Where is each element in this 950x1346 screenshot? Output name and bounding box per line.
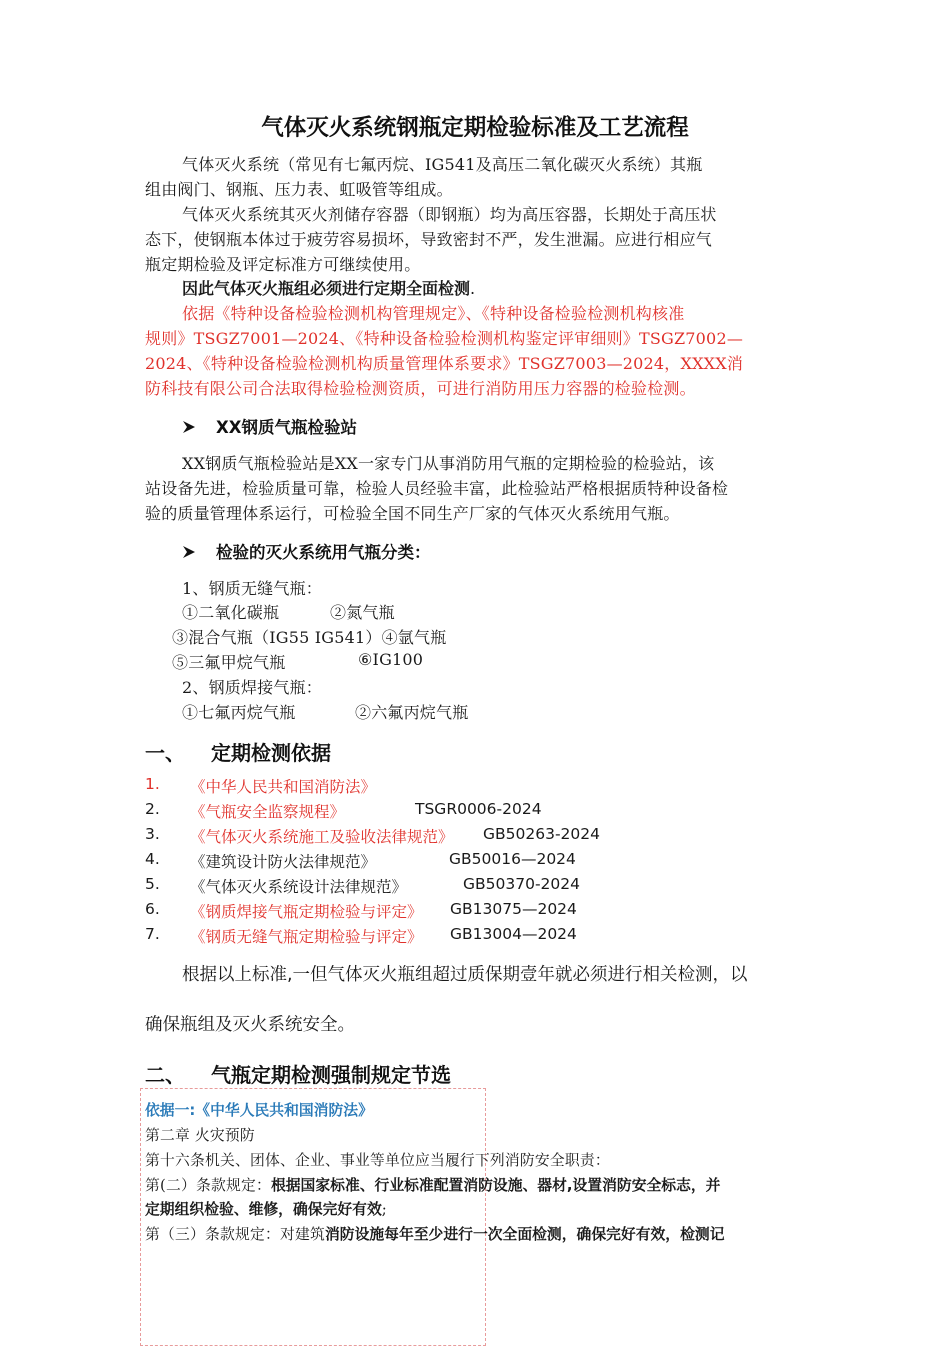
seamless-label: 1、钢质无缝气瓶： [182,579,322,598]
list-item [145,900,745,920]
article-16: 第十六条机关、团体、企业、事业等单位应当履行下列消防安全职责： [145,1152,610,1169]
clause-3-prefix: 第（三）条款规定：对建筑 [145,1226,325,1243]
intro-p1-line2: 组由阀门、钢瓶、压力表、虹吸管等组成。 [145,180,453,199]
station-line3: 验的质量管理体系运行，可检验全国不同生产厂家的气体灭火系统用气瓶。 [145,504,680,523]
intro-p3-bold: 因此气体灭火瓶组必须进行定期全面检测 [182,279,471,298]
classify-heading-text: 检验的灭火系统用气瓶分类： [216,543,431,562]
red-basis-line2: 规则》TSGZ7001—2024、《特种设备检验检测机构鉴定评审细则》TSGZ7002— [145,329,744,348]
section2-heading [145,1059,451,1088]
list-index: 6. [145,900,160,918]
list-item [145,775,745,795]
list-code: GB13004—2024 [450,925,577,943]
list-name: 《中华人民共和国消防法》 [190,778,377,796]
station-heading [182,414,357,438]
list-name: 《气瓶安全监察规程》 [190,803,346,821]
list-code: GB50263-2024 [483,825,600,843]
section1-summary-line2: 确保瓶组及灭火系统安全。 [145,1015,355,1035]
list-name: 《气体灭火系统设计法律规范》 [190,878,408,896]
basis-one: 依据一:《中华人民共和国消防法》 [145,1102,373,1119]
list-code: TSGR0006-2024 [415,800,542,818]
clause-2-line1 [145,1174,720,1195]
clause-3-bold: 消防设施每年至少进行一次全面检测，确保完好有效，检测记 [324,1226,725,1243]
list-name: 《气体灭火系统施工及验收法律规范》 [190,828,454,846]
intro-p2-line1: 气体灭火系统其灭火剂储存容器（即钢瓶）均为高压容器，长期处于高压状 [182,205,717,224]
list-index: 2. [145,800,160,818]
arrow-bullet-icon [182,420,196,434]
seamless-trifluoromethane: ⑤三氟甲烷气瓶 [172,653,286,672]
list-code: GB50370-2024 [463,875,580,893]
list-name: 《钢质焊接气瓶定期检验与评定》 [190,903,423,921]
clause-2-line2 [145,1198,387,1219]
red-basis-line4: 防科技有限公司合法取得检验检测资质，可进行消防用压力容器的检验检测。 [145,379,696,398]
list-name: 《建筑设计防火法律规范》 [190,853,377,871]
intro-p3 [182,276,475,299]
welded-hexafluoropropane: ②六氟丙烷气瓶 [355,703,469,722]
station-heading-text: XX钢质气瓶检验站 [216,418,357,437]
red-basis-line1: 依据《特种设备检验检测机构管理规定》、《特种设备检验检测机构核准 [182,304,685,323]
seamless-mixed-argon: ③混合气瓶（IG55 IG541）④氩气瓶 [172,628,447,647]
section1-summary-line1: 根据以上标准,一但气体灭火瓶组超过质保期壹年就必须进行相关检测，以 [182,965,748,985]
clause-3-line1 [145,1223,725,1244]
intro-p1-line1: 气体灭火系统（常见有七氟丙烷、IG541及高压二氧化碳灭火系统）其瓶 [182,155,703,174]
chapter-title: 第二章 火灾预防 [145,1127,255,1144]
clause-2-bold2: 定期组织检验、维修，确保完好有效 [145,1201,382,1218]
list-item [145,825,745,845]
seamless-nitrogen: ②氮气瓶 [330,603,395,622]
list-code: GB50016—2024 [449,850,576,868]
list-index: 4. [145,850,160,868]
list-index: 5. [145,875,160,893]
intro-p2-line2: 态下，使钢瓶本体过于疲劳容易损坏，导致密封不严，发生泄漏。应进行相应气 [145,230,713,249]
clause-2-bold1: 根据国家标准、行业标准配置消防设施、器材,设置消防安全标志，并 [270,1177,721,1194]
red-basis-line3: 2024、《特种设备检验检测机构质量管理体系要求》TSGZ7003—2024，XXXX消 [145,354,744,373]
welded-label: 2、钢质焊接气瓶： [182,678,322,697]
welded-hfc227: ①七氟丙烷气瓶 [182,703,296,722]
station-line2: 站设备先进，检验质量可靠，检验人员经验丰富，此检验站严格根据质特种设备检 [145,479,729,498]
intro-p2-line3: 瓶定期检验及评定标准方可继续使用。 [145,255,421,274]
seamless-co2: ①二氧化碳瓶 [182,603,280,622]
list-item [145,800,745,820]
list-item [145,925,745,945]
section1-title: 定期检测依据 [211,741,331,765]
station-line1: XX钢质气瓶检验站是XX一家专门从事消防用气瓶的定期检验的检验站，该 [182,454,715,473]
intro-p3-tail: . [470,279,476,298]
seamless-ig100: ⑥IG100 [358,650,424,669]
list-index: 7. [145,925,160,943]
list-index: 3. [145,825,160,843]
section1-heading [145,737,331,766]
list-item [145,850,745,870]
classify-heading [182,539,431,563]
arrow-bullet-icon [182,545,196,559]
list-item [145,875,745,895]
section2-number: 二、 [145,1063,185,1087]
list-name: 《钢质无缝气瓶定期检验与评定》 [190,928,423,946]
list-index: 1. [145,775,160,793]
clause-2-prefix: 第(二）条款规定： [145,1177,271,1194]
section1-number: 一、 [145,741,185,765]
list-code: GB13075—2024 [450,900,577,918]
page-title: 气体灭火系统钢瓶定期检验标准及工艺流程 [261,115,689,141]
section2-title: 气瓶定期检测强制规定节选 [211,1063,451,1087]
clause-2-tail: ; [381,1201,387,1218]
